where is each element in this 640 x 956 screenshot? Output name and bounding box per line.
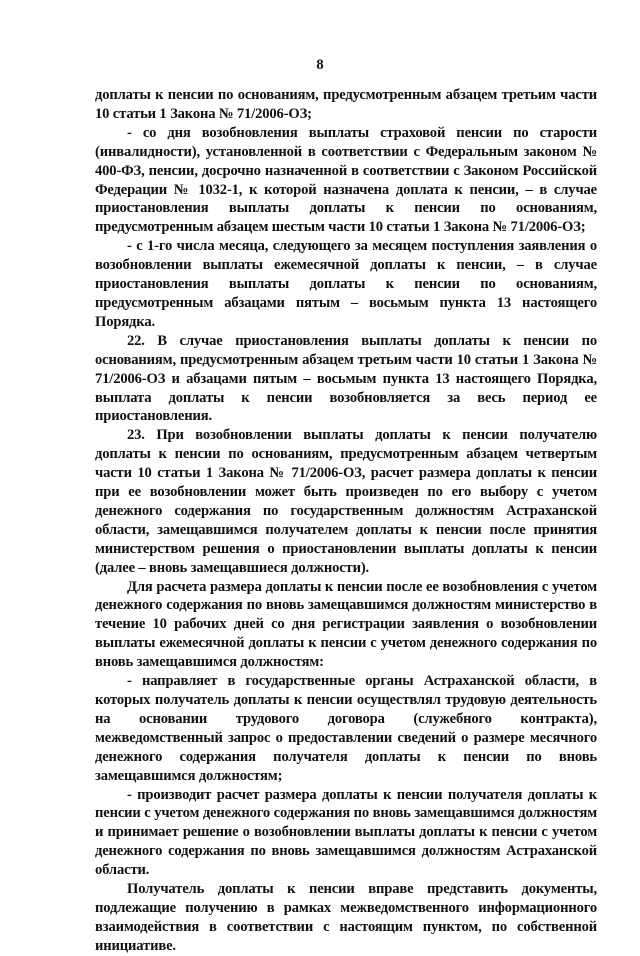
paragraph-list-item: - производит расчет размера доплаты к пенсии получателя доплаты к пенсии с учетом денежного содержания по вновь замещавшимся должностям и принимает решение о возобновлении выплаты доплаты к пенсии с учетом денежного содержания по вновь замещавшимся должностям Астраханской области. [95,786,597,879]
paragraph-body: Для расчета размера доплаты к пенсии после ее возобновления с учетом денежного содержания по вновь замещавшимся должностям министерство в течение 10 рабочих дней со дня регистрации заявления о возобновлении выплаты ежемесячной доплаты к пенсии с учетом денежного содержания по вновь замещавшимся должностям: [95,578,597,671]
paragraph-body: Получатель доплаты к пенсии вправе представить документы, подлежащие получению в рамках межведомственного информационного взаимодействия в соответствии с настоящим пунктом, по собственной инициативе. [95,881,597,954]
page-number: 8 [316,57,324,73]
paragraph-continuation: доплаты к пенсии по основаниям, предусмотренным абзацем третьим части 10 статьи 1 Закона № 71/2006-ОЗ; [95,87,597,122]
paragraph-list-item: - с 1-го числа месяца, следующего за месяцем поступления заявления о возобновлении выплаты ежемесячной доплаты к пенсии, – в случае приостановления выплаты доплаты к пенсии по основаниям, предусмотренным абзацами пятым – восьмым пункта 13 настоящего Порядка. [95,238,597,330]
document-body [95,86,597,956]
paragraph-list-item: - со дня возобновления выплаты страховой пенсии по старости (инвалидности), установленной в соответствии с Федеральным законом № 400-ФЗ, пенсии, досрочно назначенной в соответствии с Законом Российской Федерации № 1032-1, к которой назначена доплата к пенсии, – в случае приостановления выплаты доплаты к пенсии по основаниям, предусмотренным абзацем шестым части 10 статьи 1 Закона № 71/2006-ОЗ; [95,124,597,236]
paragraph-clause-22: 22. В случае приостановления выплаты доплаты к пенсии по основаниям, предусмотренным абзацем третьим части 10 статьи 1 Закона № 71/2006-ОЗ и абзацами пятым – восьмым пункта 13 настоящего Порядка, выплата доплаты к пенсии возобновляется за весь период ее приостановления. [95,332,597,425]
paragraph-clause-23: 23. При возобновлении выплаты доплаты к пенсии получателю доплаты к пенсии по основаниям, предусмотренным абзацем четвертым части 10 статьи 1 Закона № 71/2006-ОЗ, расчет размера доплаты к пенсии при ее возобновлении может быть произведен по его выбору с учетом денежного содержания по государственным должностям Астраханской области, замещавшимся получателем доплаты к пенсии после принятия министерством решения о приостановлении выплаты доплаты к пенсии (далее – вновь замещавшиеся должности). [95,427,597,576]
paragraph-list-item: - направляет в государственные органы Астраханской области, в которых получатель доплаты к пенсии осуществлял трудовую деятельность на основании трудового договора (служебного контракта), межведомственный запрос о предоставлении сведений о размере месячного денежного содержания получателя доплаты к пенсии по вновь замещавшимся должностям; [95,673,597,784]
